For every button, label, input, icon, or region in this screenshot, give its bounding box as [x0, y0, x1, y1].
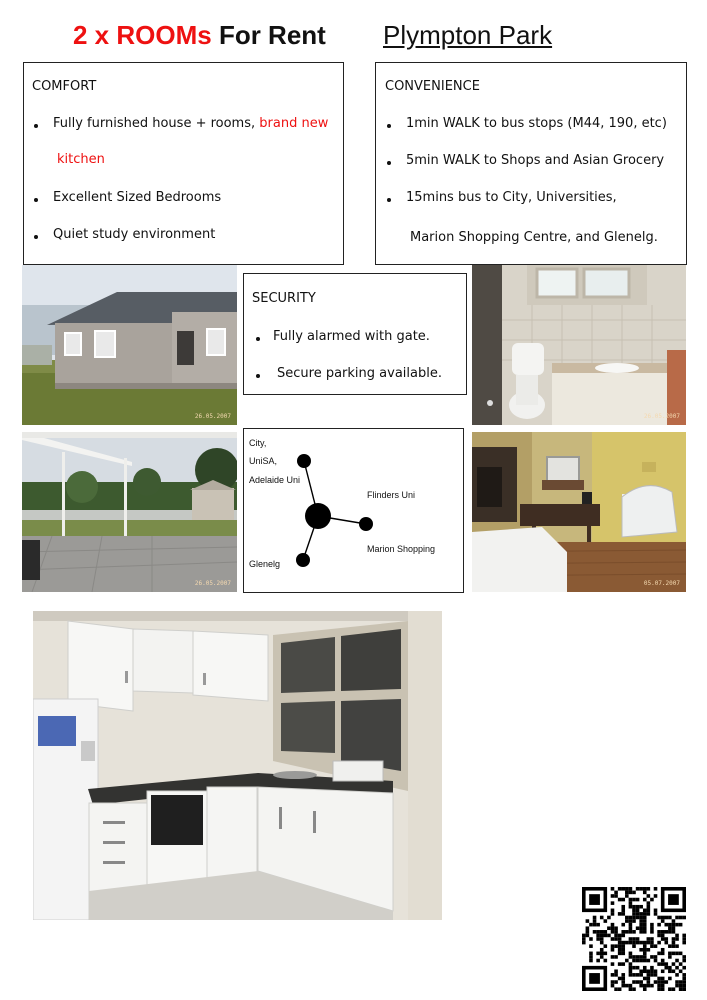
convenience-item-shops: 5min WALK to Shops and Asian Grocery — [406, 153, 665, 168]
security-item-alarm: Fully alarmed with gate. — [273, 329, 430, 344]
photo-date-stamp: 26.05.2007 — [194, 413, 231, 420]
security-box — [243, 273, 467, 395]
title-room-count: 2 x ROOMs — [73, 20, 212, 50]
comfort-item-furnished — [53, 116, 328, 131]
page-title — [73, 20, 326, 51]
map-label-marion-shopping: Marion Shopping — [367, 544, 436, 554]
bullet-icon — [34, 124, 38, 128]
bullet-icon — [256, 337, 260, 341]
security-heading: SECURITY — [252, 291, 316, 306]
map-label-adelaide-uni: Adelaide Uni — [249, 475, 301, 485]
comfort-heading: COMFORT — [32, 79, 97, 94]
comfort-item-brand-new: brand new — [259, 116, 329, 131]
glenelg-marker — [296, 553, 310, 567]
map-label-glenelg: Glenelg — [249, 559, 281, 569]
map-label-city: City, — [249, 438, 267, 448]
comfort-item-bedrooms: Excellent Sized Bedrooms — [53, 190, 222, 205]
comfort-item-kitchen: kitchen — [57, 152, 105, 167]
flinders-marker — [359, 517, 373, 531]
map-label-unisa: UniSA, — [249, 456, 278, 466]
bullet-icon — [387, 161, 391, 165]
security-item-parking: Secure parking available. — [277, 366, 442, 381]
qr-code-icon — [582, 887, 686, 991]
map-label-flinders-uni: Flinders Uni — [367, 490, 416, 500]
home-marker — [305, 503, 331, 529]
convenience-item-bus-city: 15mins bus to City, Universities, — [406, 190, 617, 205]
bullet-icon — [256, 374, 260, 378]
convenience-box — [375, 62, 687, 265]
comfort-box — [23, 62, 344, 265]
lounge-room-photo — [472, 432, 686, 592]
bathroom-photo — [472, 265, 686, 425]
location-title: Plympton Park — [383, 20, 553, 50]
city-marker — [297, 454, 311, 468]
kitchen-photo — [33, 611, 442, 920]
bullet-icon — [34, 235, 38, 239]
comfort-item-furnished-text: Fully furnished house + rooms, — [53, 116, 256, 131]
photo-date-stamp: 26.05.2007 — [643, 413, 680, 420]
photo-date-stamp: 05.07.2007 — [643, 580, 680, 587]
convenience-heading: CONVENIENCE — [385, 79, 480, 94]
photo-date-stamp: 26.05.2007 — [194, 580, 231, 587]
house-exterior-photo — [22, 265, 237, 425]
location-map-box — [243, 428, 464, 593]
backyard-carport-photo — [22, 432, 237, 592]
bullet-icon — [387, 198, 391, 202]
title-for-rent: For Rent — [218, 20, 326, 50]
bullet-icon — [387, 124, 391, 128]
bullet-icon — [34, 198, 38, 202]
comfort-item-study: Quiet study environment — [53, 227, 216, 242]
convenience-item-destinations: Marion Shopping Centre, and Glenelg. — [410, 230, 658, 245]
convenience-item-bus-stops: 1min WALK to bus stops (M44, 190, etc) — [406, 116, 667, 131]
